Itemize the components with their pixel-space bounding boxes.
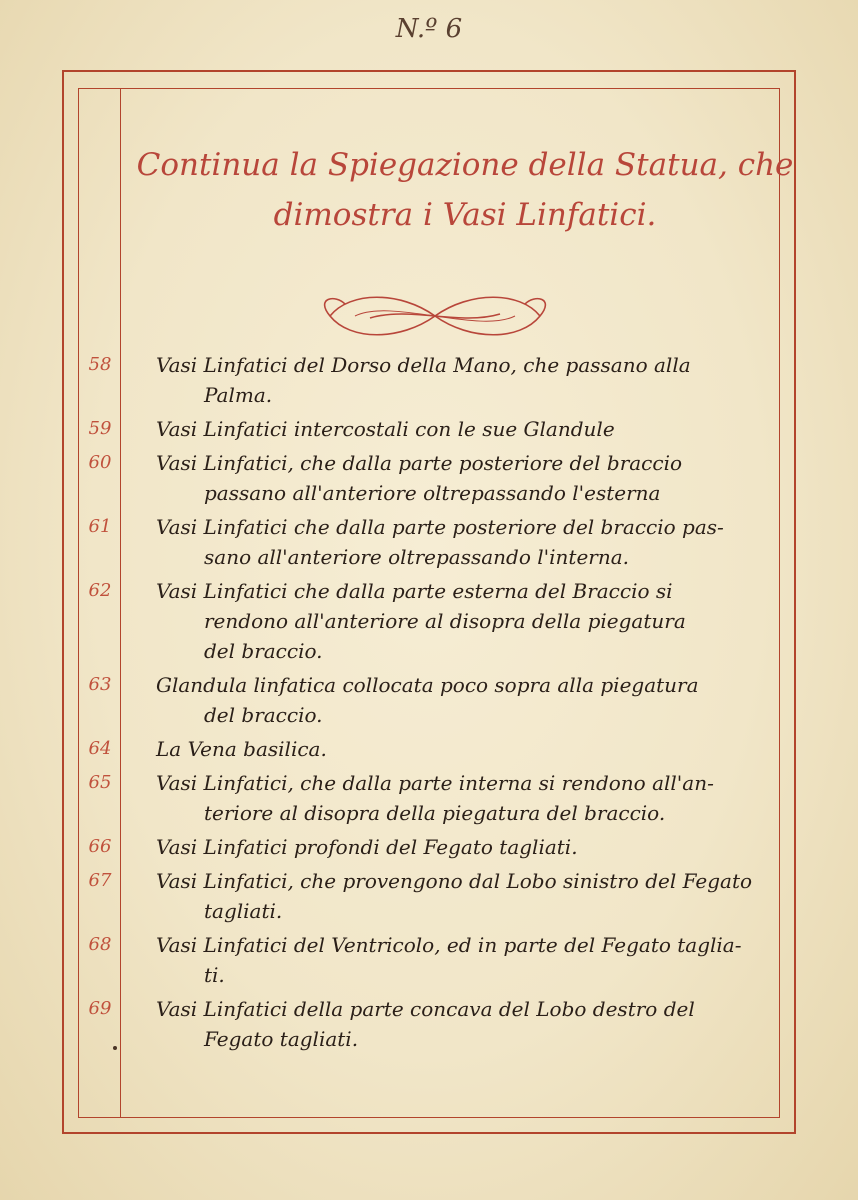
page-number: N.º 6 [395, 14, 463, 44]
list-item [80, 832, 796, 862]
entry-number: 60 [88, 452, 112, 473]
entry-number: 61 [88, 516, 112, 537]
list-item [80, 670, 796, 730]
entry-line: Palma. [204, 383, 273, 407]
entry-number: 64 [88, 738, 112, 759]
entry-line: Vasi Linfatici intercostali con le sue Glandule [156, 417, 615, 441]
list-item [80, 448, 796, 508]
entry-text [156, 866, 792, 926]
entry-line: tagliati. [204, 899, 283, 923]
flourish-ornament-icon [310, 286, 560, 346]
list-item [80, 734, 796, 764]
entry-line: Vasi Linfatici del Dorso della Mano, che passano alla [156, 353, 691, 377]
entry-text [156, 734, 792, 764]
entry-number: 68 [88, 934, 112, 955]
entry-line: Glandula linfatica collocata poco sopra alla piegatura [156, 673, 699, 697]
entry-text [156, 512, 792, 572]
entry-number: 63 [88, 674, 112, 695]
entry-line: Fegato tagliati. [204, 1027, 359, 1051]
entry-line: Vasi Linfatici che dalla parte esterna del Braccio si [156, 579, 673, 603]
title-line-1: Continua la Spiegazione della Statua, che [136, 147, 794, 183]
entry-text [156, 576, 792, 666]
list-item [80, 414, 796, 444]
entry-line: La Vena basilica. [156, 737, 327, 761]
entry-line: Vasi Linfatici del Ventricolo, ed in parte del Fegato taglia- [156, 933, 742, 957]
title-line-2: dimostra i Vasi Linfatici. [273, 197, 657, 233]
page-title [120, 140, 810, 240]
list-item [80, 768, 796, 828]
entry-number: 69 [88, 998, 112, 1019]
entry-line: Vasi Linfatici che dalla parte posteriore del braccio pas- [156, 515, 724, 539]
entry-text [156, 832, 792, 862]
list-item [80, 576, 796, 666]
entry-line: passano all'anteriore oltrepassando l'esterna [204, 481, 661, 505]
list-item [80, 350, 796, 410]
entry-line: sano all'anteriore oltrepassando l'interna. [204, 545, 630, 569]
entry-line: rendono all'anteriore al disopra della piegatura [204, 609, 686, 633]
entry-number: 59 [88, 418, 112, 439]
entry-line: Vasi Linfatici della parte concava del Lobo destro del [156, 997, 695, 1021]
list-item [80, 866, 796, 926]
entry-number: 58 [88, 354, 112, 375]
entry-line: del braccio. [204, 639, 323, 663]
entry-text [156, 414, 792, 444]
entries-list [80, 350, 796, 1058]
entry-line: Vasi Linfatici, che provengono dal Lobo sinistro del Fegato [156, 869, 753, 893]
entry-line: Vasi Linfatici, che dalla parte posteriore del braccio [156, 451, 683, 475]
entry-line: del braccio. [204, 703, 323, 727]
entry-text [156, 768, 792, 828]
entry-number: 67 [88, 870, 112, 891]
entry-text [156, 930, 792, 990]
entry-text [156, 448, 792, 508]
list-item [80, 994, 796, 1054]
entry-line: teriore al disopra della piegatura del braccio. [204, 801, 666, 825]
entry-number: 65 [88, 772, 112, 793]
list-item [80, 930, 796, 990]
entry-line: ti. [204, 963, 225, 987]
ink-dot [113, 1046, 117, 1050]
entry-number: 62 [88, 580, 112, 601]
entry-text [156, 994, 792, 1054]
list-item [80, 512, 796, 572]
entry-text [156, 350, 792, 410]
entry-number: 66 [88, 836, 112, 857]
entry-text [156, 670, 792, 730]
entry-line: Vasi Linfatici profondi del Fegato tagliati. [156, 835, 578, 859]
entry-line: Vasi Linfatici, che dalla parte interna si rendono all'an- [156, 771, 714, 795]
